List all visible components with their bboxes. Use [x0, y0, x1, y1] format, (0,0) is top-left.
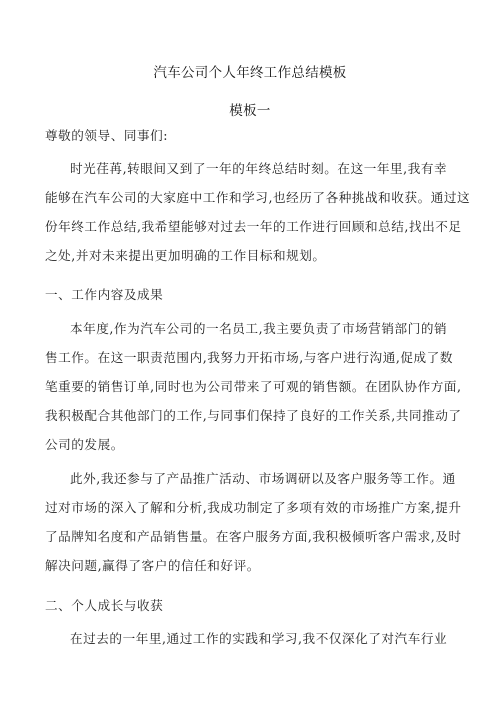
paragraph-line: 此外,我还参与了产品推广活动、市场调研以及客户服务等工作。通 [70, 471, 456, 486]
section-heading-1: 一、工作内容及成果 [45, 287, 164, 302]
paragraph-line: 售工作。在这一职责范围内,我努力开拓市场,与客户进行沟通,促成了数 [45, 350, 453, 365]
paragraph-line: 解决问题,赢得了客户的信任和好评。 [45, 558, 260, 573]
paragraph-line: 份年终工作总结,我希望能够对过去一年的工作进行回顾和总结,找出不足 [45, 219, 462, 234]
paragraph-line: 过对市场的深入了解和分析,我成功制定了多项有效的市场推广方案,提升 [45, 500, 462, 515]
document-subtitle: 模板一 [229, 103, 271, 119]
paragraph-line: 之处,并对未来提出更加明确的工作目标和规划。 [45, 248, 326, 263]
section-heading-2: 二、个人成长与收获 [45, 598, 164, 613]
paragraph-line: 笔重要的销售订单,同时也为公司带来了可观的销售额。在团队协作方面, [45, 379, 462, 394]
paragraph-line: 能够在汽车公司的大家庭中工作和学习,也经历了各种挑战和收获。通过这 [45, 190, 471, 205]
paragraph-line: 了品牌知名度和产品销售量。在客户服务方面,我积极倾听客户需求,及时 [45, 529, 462, 544]
paragraph-line: 时光荏苒,转眼间又到了一年的年终总结时刻。在这一年里,我有幸 [70, 161, 448, 176]
paragraph-line: 本年度,作为汽车公司的一名员工,我主要负责了市场营销部门的销 [70, 321, 448, 336]
paragraph-line: 我积极配合其他部门的工作,与同事们保持了良好的工作关系,共同推动了 [45, 408, 462, 423]
salutation: 尊敬的领导、同事们: [45, 128, 169, 143]
paragraph-line: 在过去的一年里,通过工作的实践和学习,我不仅深化了对汽车行业 [70, 631, 448, 646]
document-title: 汽车公司个人年终工作总结模板 [153, 65, 347, 81]
paragraph-line: 公司的发展。 [45, 437, 124, 452]
